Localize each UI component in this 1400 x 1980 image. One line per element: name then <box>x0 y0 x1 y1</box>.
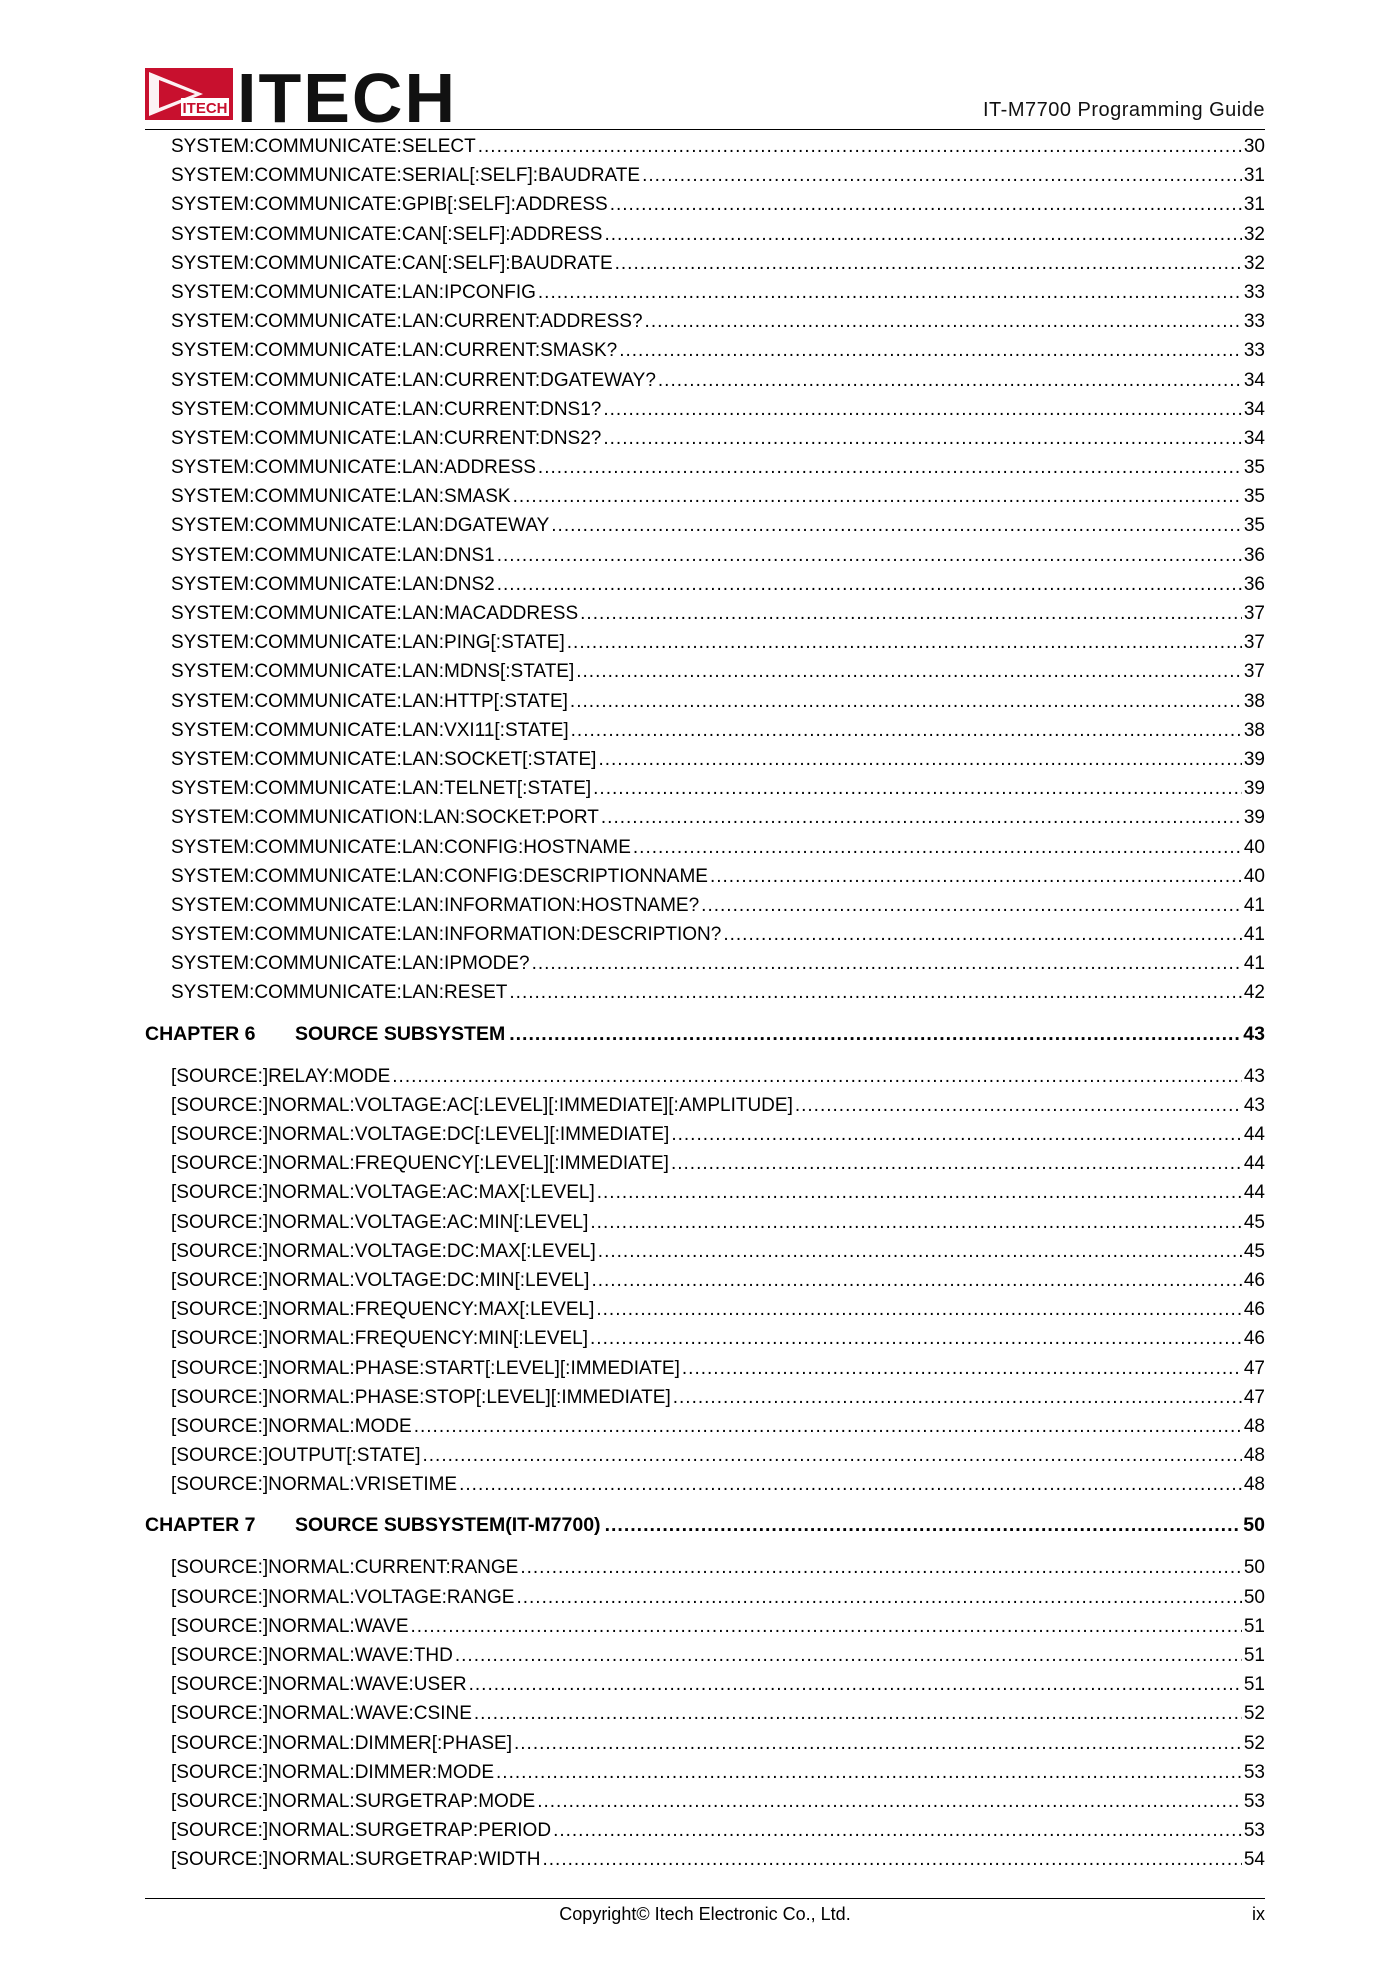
dot-leader <box>593 774 1242 803</box>
toc-entry-page: 51 <box>1243 1615 1265 1637</box>
chapter-label: CHAPTER 6 <box>145 1022 256 1045</box>
toc-entry-page: 39 <box>1243 807 1265 829</box>
toc-entry-title: SYSTEM:COMMUNICATE:LAN:VXI11[:STATE] <box>171 719 569 741</box>
toc-entry-title: [SOURCE:]NORMAL:FREQUENCY[:LEVEL][:IMMEDIATE] <box>171 1153 669 1175</box>
toc-entry[interactable] <box>145 453 1265 482</box>
toc-entry-page: 31 <box>1243 165 1265 187</box>
toc-entry-page: 34 <box>1243 427 1265 449</box>
toc-entry-title: SYSTEM:COMMUNICATE:LAN:CONFIG:HOSTNAME <box>171 836 631 858</box>
toc-entry[interactable] <box>145 249 1265 278</box>
toc-entry[interactable] <box>145 833 1265 862</box>
dot-leader <box>710 862 1242 891</box>
chapter-title: SOURCE SUBSYSTEM(IT-M7700) <box>295 1514 601 1537</box>
table-of-contents <box>145 132 1265 1875</box>
toc-entry[interactable] <box>145 1441 1265 1470</box>
toc-entry-title: [SOURCE:]NORMAL:SURGETRAP:MODE <box>171 1790 536 1812</box>
toc-entry-page: 43 <box>1243 1094 1265 1116</box>
toc-entry-page: 46 <box>1243 1328 1265 1350</box>
toc-entry-page: 36 <box>1243 544 1265 566</box>
toc-entry-title: [SOURCE:]NORMAL:PHASE:STOP[:LEVEL][:IMMEDIATE] <box>171 1386 671 1408</box>
toc-entry[interactable] <box>145 1553 1265 1582</box>
dot-leader <box>795 1091 1242 1120</box>
dot-leader <box>590 1208 1241 1237</box>
toc-entry-page: 46 <box>1243 1269 1265 1291</box>
toc-entry-page: 52 <box>1243 1703 1265 1725</box>
toc-entry-page: 40 <box>1243 836 1265 858</box>
toc-entry-title: [SOURCE:]NORMAL:VOLTAGE:AC:MAX[:LEVEL] <box>171 1182 595 1204</box>
toc-entry[interactable] <box>145 1583 1265 1612</box>
toc-entry-page: 33 <box>1243 340 1265 362</box>
chapter-label: CHAPTER 7 <box>145 1514 256 1537</box>
toc-entry-title: [SOURCE:]NORMAL:SURGETRAP:WIDTH <box>171 1849 541 1871</box>
toc-entry[interactable] <box>145 891 1265 920</box>
toc-entry-page: 41 <box>1243 953 1265 975</box>
toc-entry-title: SYSTEM:COMMUNICATE:LAN:INFORMATION:DESCRIPTION? <box>171 924 722 946</box>
toc-entry-title: [SOURCE:]OUTPUT[:STATE] <box>171 1445 421 1467</box>
dot-leader <box>645 307 1242 336</box>
toc-entry[interactable] <box>145 657 1265 686</box>
dot-leader <box>497 570 1242 599</box>
chapter-page: 50 <box>1243 1514 1265 1537</box>
dot-leader <box>605 1511 1240 1540</box>
toc-entry-page: 54 <box>1243 1849 1265 1871</box>
toc-entry-page: 50 <box>1243 1557 1265 1579</box>
dot-leader <box>514 1729 1242 1758</box>
dot-leader <box>422 1441 1241 1470</box>
toc-entry[interactable] <box>145 1237 1265 1266</box>
dot-leader <box>411 1612 1242 1641</box>
dot-leader <box>604 220 1241 249</box>
toc-entry[interactable] <box>145 1787 1265 1816</box>
toc-entry-title: [SOURCE:]NORMAL:VOLTAGE:AC[:LEVEL][:IMMEDIATE][:AMPLITUDE] <box>171 1094 793 1116</box>
dot-leader <box>576 657 1242 686</box>
toc-entry[interactable] <box>145 190 1265 219</box>
toc-entry[interactable] <box>145 1412 1265 1441</box>
toc-entry-page: 35 <box>1243 486 1265 508</box>
dot-leader <box>553 1816 1242 1845</box>
toc-entry-page: 37 <box>1243 603 1265 624</box>
toc-entry[interactable] <box>145 541 1265 570</box>
dot-leader <box>414 1412 1242 1441</box>
svg-text:ITECH: ITECH <box>182 100 228 117</box>
toc-entry[interactable] <box>145 336 1265 365</box>
toc-entry-page: 34 <box>1243 369 1265 391</box>
toc-entry[interactable] <box>145 949 1265 978</box>
toc-entry-page: 39 <box>1243 748 1265 770</box>
toc-entry[interactable] <box>145 1612 1265 1641</box>
header-rule <box>145 129 1265 130</box>
toc-entry-title: SYSTEM:COMMUNICATE:LAN:CURRENT:DNS1? <box>171 398 602 420</box>
toc-entry-page: 50 <box>1243 1586 1265 1608</box>
toc-entry[interactable] <box>145 132 1265 161</box>
dot-leader <box>497 541 1242 570</box>
toc-entry[interactable] <box>145 1758 1265 1787</box>
toc-entry-page: 48 <box>1243 1474 1265 1496</box>
toc-entry-page: 45 <box>1243 1211 1265 1233</box>
toc-entry-page: 38 <box>1243 690 1265 712</box>
toc-entry-title: SYSTEM:COMMUNICATE:GPIB[:SELF]:ADDRESS <box>171 194 608 216</box>
toc-entry-page: 40 <box>1243 865 1265 887</box>
toc-entry-page: 42 <box>1243 982 1265 1004</box>
toc-entry[interactable] <box>145 1816 1265 1845</box>
footer-rule <box>145 1898 1265 1899</box>
toc-entry-page: 45 <box>1243 1240 1265 1262</box>
toc-entry[interactable] <box>145 482 1265 511</box>
toc-chapter-6[interactable] <box>145 1020 1265 1049</box>
dot-leader <box>590 1324 1242 1353</box>
dot-leader <box>723 920 1242 949</box>
toc-entry-title: [SOURCE:]NORMAL:WAVE:CSINE <box>171 1703 472 1725</box>
toc-entry[interactable] <box>145 307 1265 336</box>
toc-entry[interactable] <box>145 745 1265 774</box>
toc-entry[interactable] <box>145 161 1265 190</box>
dot-leader <box>538 278 1242 307</box>
toc-entry[interactable] <box>145 570 1265 599</box>
toc-section-source-subsystem-m7700 <box>145 1553 1265 1874</box>
toc-entry-page: 43 <box>1243 1065 1265 1087</box>
dot-leader <box>642 161 1242 190</box>
dot-leader <box>591 1266 1241 1295</box>
toc-section-system-communicate <box>145 132 1265 1008</box>
dot-leader <box>509 978 1241 1007</box>
dot-leader <box>532 949 1242 978</box>
toc-entry-page: 37 <box>1243 661 1265 683</box>
toc-entry-title: SYSTEM:COMMUNICATE:LAN:ADDRESS <box>171 457 536 479</box>
toc-entry[interactable] <box>145 278 1265 307</box>
toc-entry-title: [SOURCE:]NORMAL:DIMMER[:PHASE] <box>171 1732 512 1754</box>
toc-entry-page: 33 <box>1243 281 1265 303</box>
dot-leader <box>478 132 1242 161</box>
toc-entry-page: 44 <box>1243 1182 1265 1204</box>
toc-entry[interactable] <box>145 1354 1265 1383</box>
toc-entry-page: 33 <box>1243 311 1265 333</box>
toc-entry-title: SYSTEM:COMMUNICATION:LAN:SOCKET:PORT <box>171 807 599 829</box>
toc-entry-page: 34 <box>1243 398 1265 420</box>
toc-entry-title: [SOURCE:]NORMAL:MODE <box>171 1415 412 1437</box>
toc-entry-title: [SOURCE:]NORMAL:VOLTAGE:DC:MAX[:LEVEL] <box>171 1240 596 1262</box>
document-title: IT-M7700 Programming Guide <box>982 99 1265 121</box>
toc-entry-title: SYSTEM:COMMUNICATE:LAN:PING[:STATE] <box>171 632 565 654</box>
toc-entry-title: SYSTEM:COMMUNICATE:LAN:CURRENT:ADDRESS? <box>171 311 643 333</box>
dot-leader <box>580 599 1242 628</box>
toc-entry[interactable] <box>145 1208 1265 1237</box>
toc-entry[interactable] <box>145 1062 1265 1091</box>
dot-leader <box>673 1383 1242 1412</box>
dot-leader <box>551 511 1242 540</box>
toc-entry-title: [SOURCE:]NORMAL:WAVE <box>171 1615 409 1637</box>
dot-leader <box>671 1149 1242 1178</box>
toc-entry-title: SYSTEM:COMMUNICATE:LAN:SMASK <box>171 486 511 508</box>
toc-entry[interactable] <box>145 920 1265 949</box>
dot-leader <box>567 628 1242 657</box>
dot-leader <box>633 833 1242 862</box>
dot-leader <box>520 1553 1242 1582</box>
dot-leader <box>682 1354 1242 1383</box>
toc-entry-title: SYSTEM:COMMUNICATE:SELECT <box>171 136 476 157</box>
toc-entry[interactable] <box>145 511 1265 540</box>
toc-entry-page: 32 <box>1243 223 1265 245</box>
toc-entry[interactable] <box>145 978 1265 1007</box>
toc-entry-page: 52 <box>1243 1732 1265 1754</box>
toc-entry[interactable] <box>145 803 1265 832</box>
dot-leader <box>615 249 1242 278</box>
toc-entry-title: SYSTEM:COMMUNICATE:LAN:CURRENT:SMASK? <box>171 340 618 362</box>
toc-entry-title: SYSTEM:COMMUNICATE:LAN:DNS2 <box>171 573 495 595</box>
toc-entry-title: [SOURCE:]NORMAL:VOLTAGE:RANGE <box>171 1586 515 1608</box>
dot-leader <box>671 1120 1242 1149</box>
toc-entry[interactable] <box>145 1091 1265 1120</box>
toc-entry[interactable] <box>145 1845 1265 1874</box>
dot-leader <box>469 1670 1242 1699</box>
dot-leader <box>474 1699 1242 1728</box>
toc-entry-page: 53 <box>1243 1761 1265 1783</box>
toc-entry[interactable] <box>145 1670 1265 1699</box>
toc-entry-page: 47 <box>1243 1357 1265 1379</box>
toc-entry-page: 44 <box>1243 1153 1265 1175</box>
dot-leader <box>598 745 1241 774</box>
toc-entry-page: 47 <box>1243 1386 1265 1408</box>
dot-leader <box>513 482 1242 511</box>
toc-entry-title: SYSTEM:COMMUNICATE:CAN[:SELF]:BAUDRATE <box>171 252 613 274</box>
toc-entry[interactable] <box>145 1120 1265 1149</box>
toc-entry-page: 48 <box>1243 1415 1265 1437</box>
dot-leader <box>596 1295 1241 1324</box>
toc-entry-title: [SOURCE:]NORMAL:PHASE:START[:LEVEL][:IMMEDIATE] <box>171 1357 680 1379</box>
toc-entry[interactable] <box>145 628 1265 657</box>
toc-entry-page: 48 <box>1243 1445 1265 1467</box>
toc-entry-title: [SOURCE:]NORMAL:WAVE:USER <box>171 1674 467 1696</box>
toc-entry[interactable] <box>145 1324 1265 1353</box>
toc-entry-page: 30 <box>1243 136 1265 157</box>
dot-leader <box>610 190 1242 219</box>
footer-page-number: ix <box>1252 1904 1265 1924</box>
dot-leader <box>598 1237 1242 1266</box>
dot-leader <box>603 395 1241 424</box>
toc-entry[interactable] <box>145 1149 1265 1178</box>
toc-entry[interactable] <box>145 687 1265 716</box>
dot-leader <box>619 336 1242 365</box>
toc-entry[interactable] <box>145 774 1265 803</box>
toc-entry-page: 53 <box>1243 1820 1265 1842</box>
toc-entry-title: [SOURCE:]NORMAL:SURGETRAP:PERIOD <box>171 1820 552 1842</box>
dot-leader <box>658 366 1242 395</box>
dot-leader <box>496 1758 1242 1787</box>
toc-chapter-7[interactable] <box>145 1511 1265 1540</box>
toc-entry-title: [SOURCE:]NORMAL:VOLTAGE:DC[:LEVEL][:IMMEDIATE] <box>171 1124 670 1145</box>
chapter-title: SOURCE SUBSYSTEM <box>295 1022 506 1045</box>
toc-entry-page: 35 <box>1243 515 1265 537</box>
toc-entry[interactable] <box>145 366 1265 395</box>
toc-entry[interactable] <box>145 862 1265 891</box>
toc-entry-title: SYSTEM:COMMUNICATE:LAN:HTTP[:STATE] <box>171 690 568 712</box>
dot-leader <box>537 1787 1242 1816</box>
dot-leader <box>570 687 1242 716</box>
toc-entry-title: SYSTEM:COMMUNICATE:CAN[:SELF]:ADDRESS <box>171 223 603 245</box>
toc-entry-page: 38 <box>1243 719 1265 741</box>
toc-entry-title: SYSTEM:COMMUNICATE:LAN:MDNS[:STATE] <box>171 661 575 683</box>
toc-entry[interactable] <box>145 1383 1265 1412</box>
toc-entry-title: [SOURCE:]NORMAL:VOLTAGE:DC:MIN[:LEVEL] <box>171 1269 590 1291</box>
toc-entry-page: 44 <box>1243 1124 1265 1145</box>
toc-entry-page: 37 <box>1243 632 1265 654</box>
toc-entry[interactable] <box>145 1295 1265 1324</box>
toc-entry-page: 46 <box>1243 1299 1265 1321</box>
dot-leader <box>459 1470 1242 1499</box>
dot-leader <box>701 891 1242 920</box>
toc-entry-page: 51 <box>1243 1674 1265 1696</box>
toc-entry-title: SYSTEM:COMMUNICATE:LAN:SOCKET[:STATE] <box>171 748 597 770</box>
toc-entry-title: SYSTEM:COMMUNICATE:SERIAL[:SELF]:BAUDRATE <box>171 165 641 187</box>
dot-leader <box>509 1020 1239 1049</box>
toc-entry-title: SYSTEM:COMMUNICATE:LAN:INFORMATION:HOSTNAME? <box>171 894 700 916</box>
toc-entry-title: SYSTEM:COMMUNICATE:LAN:IPMODE? <box>171 953 530 975</box>
toc-entry-page: 41 <box>1243 924 1265 946</box>
toc-entry-title: [SOURCE:]NORMAL:VRISETIME <box>171 1474 458 1496</box>
toc-entry-page: 31 <box>1243 194 1265 216</box>
page-header <box>145 62 1265 130</box>
dot-leader <box>571 716 1242 745</box>
toc-entry-page: 35 <box>1243 457 1265 479</box>
dot-leader <box>516 1583 1241 1612</box>
toc-entry[interactable] <box>145 1641 1265 1670</box>
dot-leader <box>597 1178 1242 1207</box>
footer-copyright: Copyright© Itech Electronic Co., Ltd. <box>559 1904 851 1924</box>
toc-entry-page: 53 <box>1243 1790 1265 1812</box>
toc-entry[interactable] <box>145 716 1265 745</box>
toc-entry-title: SYSTEM:COMMUNICATE:LAN:CONFIG:DESCRIPTIONNAME <box>171 865 708 887</box>
dot-leader <box>455 1641 1242 1670</box>
toc-entry[interactable] <box>145 1729 1265 1758</box>
toc-entry-page: 32 <box>1243 252 1265 274</box>
toc-entry-title: SYSTEM:COMMUNICATE:LAN:IPCONFIG <box>171 281 536 303</box>
toc-entry-title: [SOURCE:]NORMAL:CURRENT:RANGE <box>171 1557 519 1579</box>
toc-entry-title: [SOURCE:]NORMAL:WAVE:THD <box>171 1645 453 1666</box>
toc-entry-page: 36 <box>1243 573 1265 595</box>
toc-entry-page: 39 <box>1243 778 1265 800</box>
toc-entry[interactable] <box>145 395 1265 424</box>
toc-entry[interactable] <box>145 1470 1265 1499</box>
chapter-page: 43 <box>1243 1022 1265 1045</box>
toc-entry[interactable] <box>145 1266 1265 1295</box>
toc-entry-title: [SOURCE:]NORMAL:DIMMER:MODE <box>171 1761 495 1783</box>
toc-entry-title: SYSTEM:COMMUNICATE:LAN:CURRENT:DNS2? <box>171 427 602 449</box>
dot-leader <box>392 1062 1242 1091</box>
dot-leader <box>603 424 1241 453</box>
toc-entry-title: SYSTEM:COMMUNICATE:LAN:RESET <box>171 982 508 1004</box>
dot-leader <box>601 803 1242 832</box>
toc-entry-title: [SOURCE:]NORMAL:VOLTAGE:AC:MIN[:LEVEL] <box>171 1211 589 1233</box>
toc-entry[interactable] <box>145 220 1265 249</box>
toc-entry[interactable] <box>145 424 1265 453</box>
toc-entry-title: SYSTEM:COMMUNICATE:LAN:CURRENT:DGATEWAY? <box>171 369 656 391</box>
dot-leader <box>538 453 1242 482</box>
toc-entry[interactable] <box>145 1699 1265 1728</box>
dot-leader <box>542 1845 1241 1874</box>
toc-entry-title: SYSTEM:COMMUNICATE:LAN:DNS1 <box>171 544 495 566</box>
logo-wordmark: ITECH <box>237 62 457 126</box>
toc-entry-page: 41 <box>1243 894 1265 916</box>
toc-entry[interactable] <box>145 1178 1265 1207</box>
toc-entry-title: [SOURCE:]NORMAL:FREQUENCY:MIN[:LEVEL] <box>171 1328 589 1350</box>
toc-entry-title: SYSTEM:COMMUNICATE:LAN:DGATEWAY <box>171 515 550 537</box>
itech-logo <box>145 62 465 126</box>
toc-entry-title: SYSTEM:COMMUNICATE:LAN:TELNET[:STATE] <box>171 778 592 800</box>
toc-entry-title: [SOURCE:]RELAY:MODE <box>171 1065 391 1087</box>
toc-section-source-subsystem <box>145 1062 1265 1500</box>
toc-entry-title: [SOURCE:]NORMAL:FREQUENCY:MAX[:LEVEL] <box>171 1299 595 1321</box>
toc-entry-page: 51 <box>1243 1645 1265 1666</box>
toc-entry-title: SYSTEM:COMMUNICATE:LAN:MACADDRESS <box>171 603 579 624</box>
toc-entry[interactable] <box>145 599 1265 628</box>
